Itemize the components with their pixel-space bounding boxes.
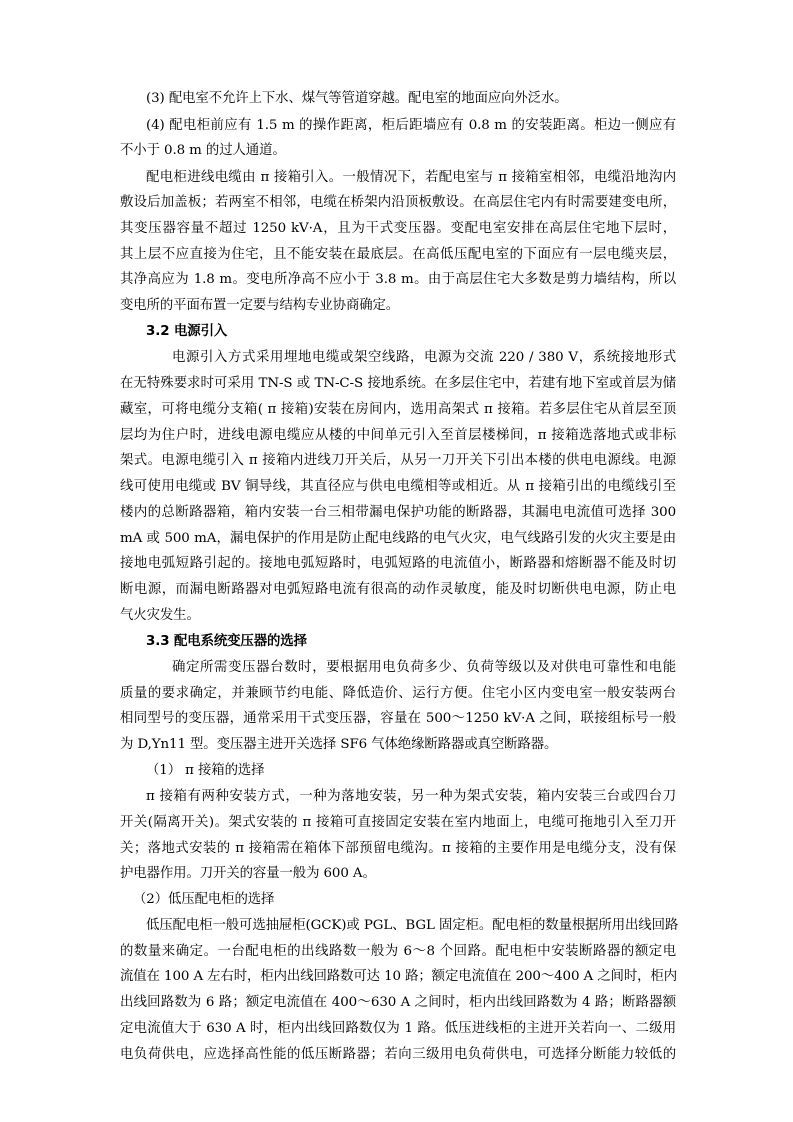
text-line: 电源引入方式采用埋地电缆或架空线路，电源为交流 220 / 380 V，系统接地形式: [172, 350, 676, 365]
text-line: 开关(隔离开关)。架式安装的 π 接箱可直接固定安装在室内地面上，电缆可拖地引入至刀开: [120, 815, 676, 830]
text-line: 配电柜进线电缆由 π 接箱引入。一般情况下，若配电室与 π 接箱室相邻，电缆沿地沟内: [146, 170, 676, 185]
section-heading: 3.2 电源引入: [146, 324, 228, 339]
text-line: 气火灾发生。: [120, 608, 200, 623]
text-line: 流值在 100 A 左右时，柜内出线回路数可达 10 路；额定电流值在 200～400 A 之间时，柜内: [120, 969, 678, 984]
text-line: 接地电弧短路引起的。接地电弧短路时，电弧短路的电流值小，断路器和熔断器不能及时切: [120, 556, 676, 571]
text-line: π 接箱有两种安装方式，一种为落地安装，另一种为架式安装，箱内安装三台或四台刀: [146, 789, 676, 804]
text-line: 断电源，而漏电断路器对电弧短路电流有很高的动作灵敏度，能及时切断供电电源，防止电: [120, 582, 676, 597]
text-line: 线可使用电缆或 BV 铜导线，其直径应与供电电缆相等或相近。从 π 接箱引出的电缆线引至: [120, 479, 676, 494]
text-line: 相同型号的变压器，通常采用干式变压器，容量在 500～1250 kV·A 之间，联接组标号一般: [120, 711, 676, 726]
text-line: 变电所的平面布置一定要与结构专业协商确定。: [120, 298, 400, 313]
text-line: (4) 配电柜前应有 1.5 m 的操作距离，柜后距墙应有 0.8 m 的安装距离。柜边一侧应有: [146, 118, 676, 133]
text-line: 不小于 0.8 m 的过人通道。: [120, 143, 286, 158]
text-line: 的数量来确定。一台配电柜的出线路数一般为 6～8 个回路。配电柜中安装断路器的额定电: [120, 944, 676, 959]
text-line: 关；落地式安装的 π 接箱需在箱体下部预留电缆沟。π 接箱的主要作用是电缆分支，没有保: [120, 841, 676, 856]
text-line: 电负荷供电，应选择高性能的低压断路器；若向三级用电负荷供电，可选择分断能力较低的: [120, 1047, 676, 1062]
text-line: （1） π 接箱的选择: [146, 763, 265, 778]
text-line: 定电流值大于 630 A 时，柜内出线回路数仅为 1 路。低压进线柜的主进开关若向一、二级用: [120, 1021, 676, 1036]
text-line: 确定所需变压器台数时，要根据用电负荷多少、负荷等级以及对供电可靠性和电能: [172, 660, 676, 675]
text-line: 敷设后加盖板；若两室不相邻，电缆在桥架内沿顶板敷设。在高层住宅内有时需要建变电所，: [120, 195, 676, 210]
text-line: 层均为住户时，进线电源电缆应从楼的中间单元引入至首层楼梯间，π 接箱选落地式或非标: [120, 428, 676, 443]
text-line: 为 D,Yn11 型。变压器主进开关选择 SF6 气体绝缘断路器或真空断路器。: [120, 737, 558, 752]
text-line: (3) 配电室不允许上下水、煤气等管道穿越。配电室的地面应向外泛水。: [146, 91, 568, 106]
text-line: 低压配电柜一般可选抽屉柜(GCK)或 PGL、BGL 固定柜。配电柜的数量根据所用出线回路: [146, 918, 679, 933]
text-line: 出线回路数为 6 路；额定电流值在 400～630 A 之间时，柜内出线回路数为 4 路；断路器额: [120, 995, 676, 1010]
text-line: 其变压器容量不超过 1250 kV·A，且为干式变压器。变配电室安排在高层住宅地下层时，: [120, 221, 676, 236]
text-line: 藏室，可将电缆分支箱( π 接箱)安装在房间内，选用高架式 π 接箱。若多层住宅从首层至顶: [120, 402, 676, 417]
text-line: 其上层不应直接为住宅，且不能安装在最底层。在高低压配电室的下面应有一层电缆夹层，: [120, 247, 676, 262]
text-line: 质量的要求确定，并兼顾节约电能、降低造价、运行方便。住宅小区内变电室一般安装两台: [120, 686, 676, 701]
text-line: 护电器作用。刀开关的容量一般为 600 A。: [120, 866, 376, 881]
text-line: 楼内的总断路器箱，箱内安装一台三相带漏电保护功能的断路器，其漏电电流值可选择 300: [120, 505, 676, 520]
text-line: （2）低压配电柜的选择: [133, 892, 275, 907]
text-line: 架式。电源电缆引入 π 接箱内进线刀开关后，从另一刀开关下引出本楼的供电电源线。电源: [120, 453, 676, 468]
text-line: 其净高应为 1.8 m。变电所净高不应小于 3.8 m。由于高层住宅大多数是剪力墙结构，所以: [120, 272, 676, 287]
text-line: 在无特殊要求时可采用 TN-S 或 TN-C-S 接地系统。在多层住宅中，若建有地下室或首层为储: [120, 376, 676, 391]
text-line: mA 或 500 mA，漏电保护的作用是防止配电线路的电气火灾，电气线路引发的火灾主要是由: [120, 531, 676, 546]
section-heading: 3.3 配电系统变压器的选择: [146, 634, 307, 649]
